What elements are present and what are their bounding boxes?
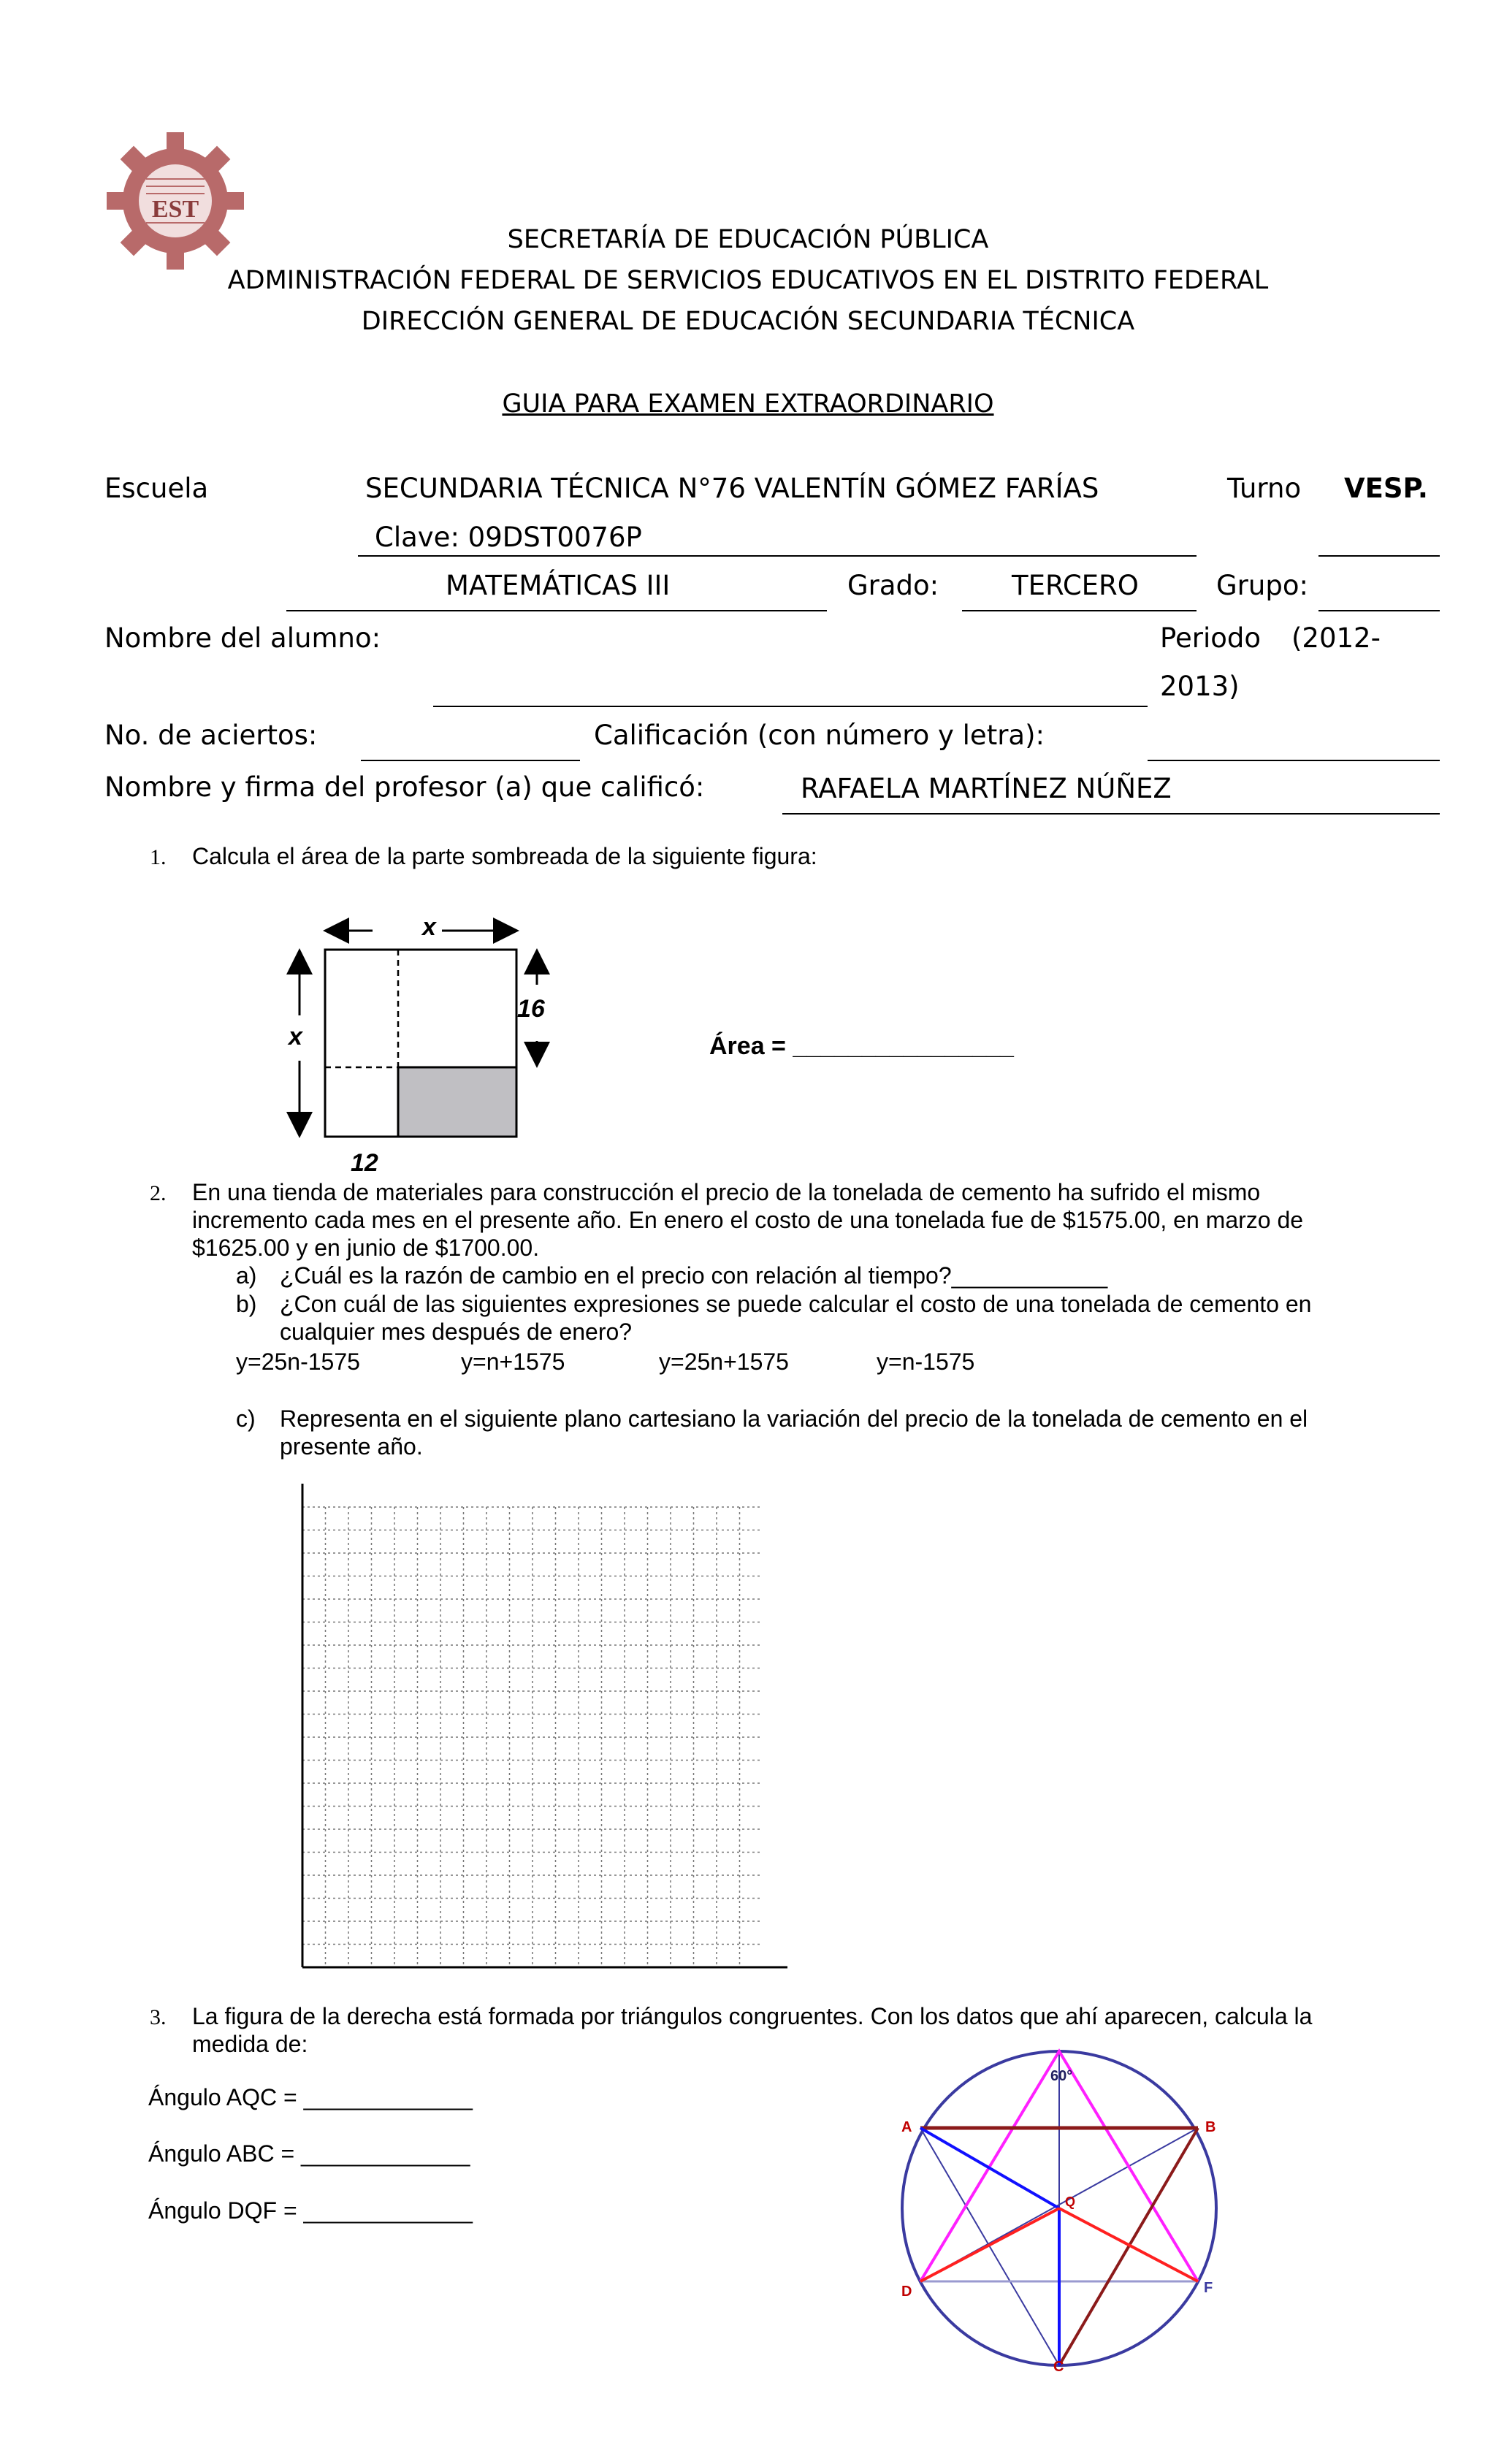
- q2-line-2: incremento cada mes en el presente año. En enero el costo de una tonelada fue de $1575.00, en marzo de: [192, 1207, 1304, 1233]
- profesor-label: Nombre y firma del profesor (a) que calificó:: [104, 771, 705, 803]
- label-12: 12: [351, 1149, 378, 1177]
- profesor-value: RAFAELA MARTÍNEZ NÚÑEZ: [801, 773, 1172, 804]
- point-f: F: [1204, 2280, 1213, 2296]
- header-line-1: SECRETARÍA DE EDUCACIÓN PÚBLICA: [507, 225, 989, 254]
- alumno-label: Nombre del alumno:: [104, 622, 381, 654]
- calificacion-line: [1148, 760, 1440, 761]
- cartesian-plane[interactable]: [292, 1479, 796, 1976]
- q2a-label: a): [236, 1262, 257, 1289]
- option-1: y=25n-1575: [236, 1349, 360, 1375]
- periodo-value-2: 2013): [1160, 671, 1240, 702]
- profesor-line: [782, 813, 1440, 815]
- option-3: y=25n+1575: [659, 1349, 789, 1375]
- point-a: A: [901, 2119, 912, 2135]
- escuela-value: SECUNDARIA TÉCNICA N°76 VALENTÍN GÓMEZ FARÍAS: [365, 473, 1099, 504]
- grado-line: [962, 610, 1197, 611]
- calificacion-label: Calificación (con número y letra):: [594, 720, 1045, 751]
- point-d: D: [901, 2284, 912, 2300]
- q2b-line-2: cualquier mes después de enero?: [280, 1319, 633, 1345]
- angle-dqf-answer[interactable]: Ángulo DQF = _____________: [148, 2197, 473, 2224]
- turno-label: Turno: [1227, 473, 1302, 504]
- q2c-line-2: presente año.: [280, 1433, 423, 1460]
- clave-value: Clave: 09DST0076P: [375, 522, 642, 553]
- alumno-line: [433, 706, 1148, 707]
- clave-line: [358, 555, 1197, 557]
- materia-value: MATEMÁTICAS III: [446, 570, 671, 601]
- label-x-left: x: [289, 1023, 302, 1050]
- q3-line-1: La figura de la derecha está formada por triángulos congruentes. Con los datos que ahí aparecen, calcula la: [192, 2003, 1313, 2029]
- materia-line: [286, 610, 827, 611]
- q1-figure: [278, 906, 584, 1183]
- periodo-value-1: (2012-: [1291, 622, 1381, 654]
- q3-number: 3.: [150, 2005, 167, 2029]
- logo-text: EST: [151, 196, 199, 223]
- q2a-text[interactable]: ¿Cuál es la razón de cambio en el precio con relación al tiempo?____________: [280, 1262, 1108, 1289]
- q2-line-3: $1625.00 y en junio de $1700.00.: [192, 1235, 540, 1261]
- q1-text: Calcula el área de la parte sombreada de la siguiente figura:: [192, 843, 817, 869]
- shaded-region: [398, 1067, 516, 1137]
- area-answer[interactable]: Área = ________________: [709, 1032, 1014, 1060]
- point-q: Q: [1065, 2194, 1076, 2209]
- q3-line-2: medida de:: [192, 2031, 308, 2057]
- grupo-label: Grupo:: [1216, 570, 1308, 601]
- angle-abc-answer[interactable]: Ángulo ABC = _____________: [148, 2140, 470, 2167]
- periodo-label: Periodo: [1160, 622, 1262, 654]
- q2-number: 2.: [150, 1181, 167, 1205]
- aciertos-line: [361, 760, 580, 761]
- q2b-label: b): [236, 1291, 257, 1317]
- q2c-label: c): [236, 1405, 256, 1432]
- point-c: C: [1053, 2359, 1064, 2373]
- label-16: 16: [517, 995, 545, 1023]
- grado-value: TERCERO: [1012, 570, 1139, 601]
- angle-aqc-answer[interactable]: Ángulo AQC = _____________: [148, 2084, 473, 2110]
- grupo-line: [1318, 610, 1440, 611]
- point-b: B: [1205, 2119, 1216, 2135]
- q2b-line-1: ¿Con cuál de las siguientes expresiones se puede calcular el costo de una tonelada de cemento en: [280, 1291, 1312, 1317]
- q1-number: 1.: [150, 845, 167, 869]
- q2c-line-1: Representa en el siguiente plano cartesiano la variación del precio de la tonelada de cemento en el: [280, 1405, 1308, 1432]
- header-line-2: ADMINISTRACIÓN FEDERAL DE SERVICIOS EDUCATIVOS EN EL DISTRITO FEDERAL: [227, 266, 1269, 295]
- turno-line: [1318, 555, 1440, 557]
- document-title: GUIA PARA EXAMEN EXTRAORDINARIO: [502, 389, 994, 419]
- turno-value: VESP.: [1344, 473, 1428, 504]
- label-x-top: x: [422, 913, 436, 941]
- grado-label: Grado:: [847, 570, 939, 601]
- aciertos-label: No. de aciertos:: [104, 720, 318, 751]
- header-line-3: DIRECCIÓN GENERAL DE EDUCACIÓN SECUNDARIA TÉCNICA: [361, 307, 1135, 336]
- q2-line-1: En una tienda de materiales para construcción el precio de la tonelada de cemento ha sufrido el mismo: [192, 1179, 1261, 1205]
- escuela-label: Escuela: [104, 473, 209, 504]
- star-figure: [891, 2044, 1227, 2373]
- option-2: y=n+1575: [461, 1349, 565, 1375]
- angle-60-label: 60°: [1050, 2068, 1073, 2084]
- option-4: y=n-1575: [877, 1349, 975, 1375]
